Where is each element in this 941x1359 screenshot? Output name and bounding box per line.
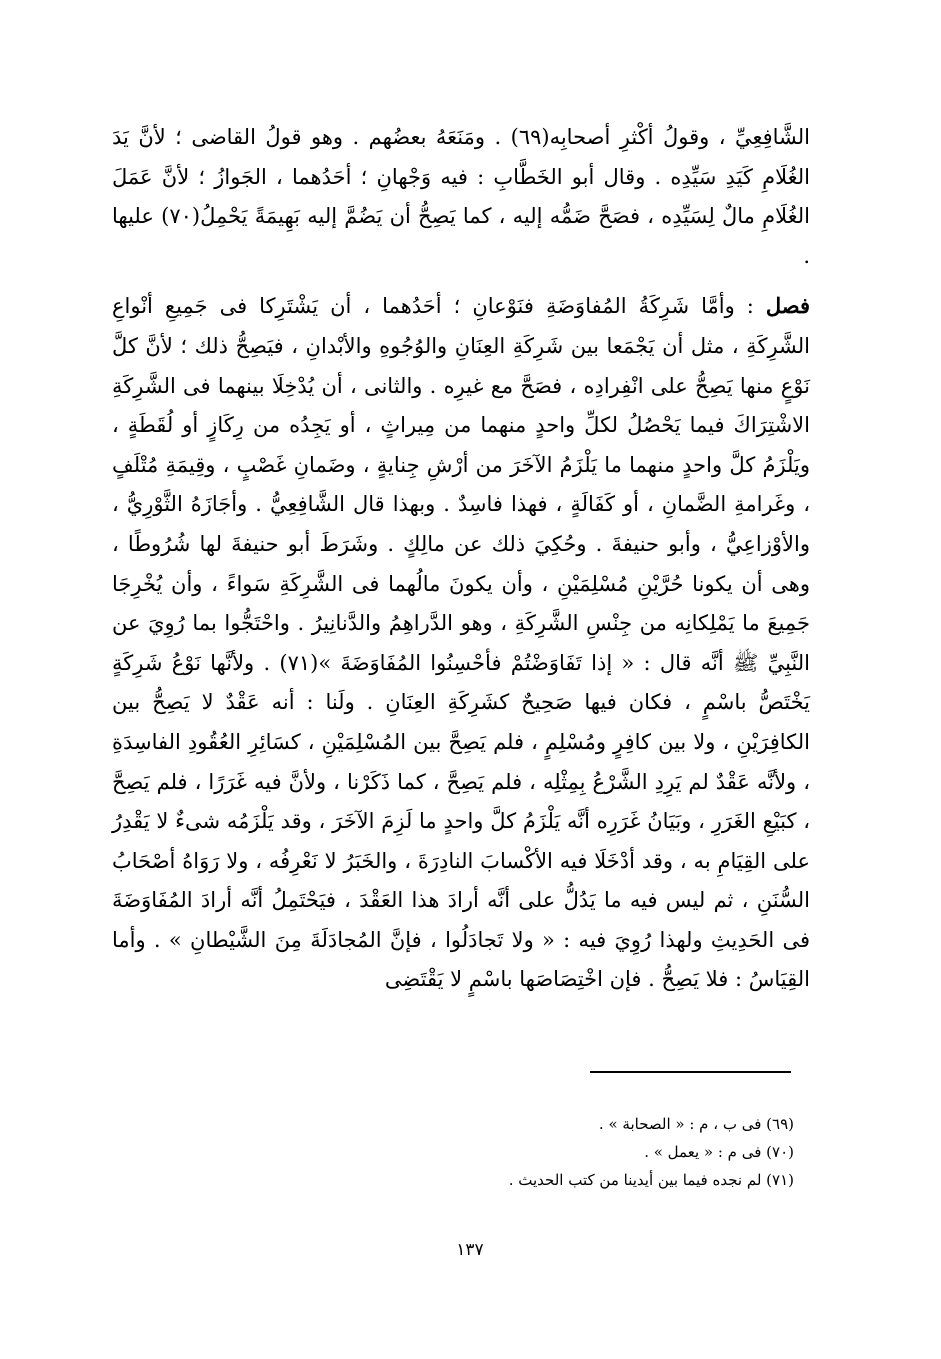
paragraph-continuation (112, 118, 810, 276)
footnote-separator (590, 1071, 791, 1073)
footnotes (400, 1110, 794, 1194)
section-heading-word: فصل (765, 293, 810, 319)
paragraph-fasl (112, 286, 810, 1000)
paragraph-text: الشَّافِعِيِّ ، وقولُ أكْثرِ أصحابِه(٦٩) . ومَنَعَهُ بعضُهم . وهو قولُ القاضى ؛ لأنَّ يَدَ الغُلَامِ كَيَدِ سَيِّدِه . وقال أبو الخَطَّابِ : فيه وَجْهانِ ؛ أحَدُهما ، الجَوازُ ؛ لأنَّ عَمَلَ الغُلَامِ مالٌ لِسَيِّدِه ، فصَحَّ ضَمُّه إليه ، كما يَصِحُّ أن يَضُمَّ إليه بَهِيمَةً يَحْمِلُ(٧٠) عليها . (112, 125, 810, 268)
footnote-69: (٦٩) فى ب ، م : « الصحابة » . (598, 1115, 794, 1133)
page-number: ١٣٧ (456, 1240, 484, 1260)
footnote-71: (٧١) لم نجده فيما بين أيدينا من كتب الحديث . (508, 1171, 794, 1189)
main-text (112, 118, 810, 1000)
paragraph-text: : وأمَّا شَرِكَةُ المُفاوَضَةِ فنَوْعانِ ؛ أحَدُهما ، أن يَشْتَرِكا فى جَمِيعِ أنْواعِ الشَّرِكَةِ ، مثل أن يَجْمَعا بين شَرِكَةِ العِنَانِ والوُجُوهِ والأبْدانِ ، فيَصِحُّ ذلك ؛ لأنَّ كلَّ نَوْعٍ منها يَصِحُّ على انْفِرادِه ، فصَحَّ مع غيرِه . والثانى ، أن يُدْخِلَا بينهما فى الشَّرِكَةِ الاشْتِرَاكَ فيما يَحْصُلُ لكلِّ واحدٍ منهما من مِيراثٍ ، أو يَجِدُه من رِكَازٍ أو لُقَطَةٍ ، ويَلْزَمُ كلَّ واحدٍ منهما ما يَلْزَمُ الآخَرَ من أرْشِ جِنايةٍ ، وضَمانِ غَصْبٍ ، وقِيمَةِ مُتْلَفٍ ، وغَرامةِ الضَّمانِ ، أو كَفَالَةٍ ، فهذا فاسِدٌ . وبهذا قال الشَّافِعِيُّ . وأجَازَهُ الثَّوْرِيُّ ، والأوْزاعِيُّ ، وأبو حنيفةَ . وحُكِيَ ذلك عن مالِكٍ . وشَرَطَ أبو حنيفةَ لها شُرُوطًا ، وهى أن يكونا حُرَّيْنِ مُسْلِمَيْنِ ، وأن يكونَ مالُهما فى الشَّرِكَةِ سَواءً ، وأن يُخْرِجَا جَمِيعَ ما يَمْلِكانِه من جِنْسِ الشَّرِكَةِ ، وهو الدَّراهِمُ والدَّنانِيرُ . واحْتَجُّوا بما رُوِيَ عن النَّبِيِّ ﷺ أنَّه قال : « إذا تَفَاوَضْتُمْ فأحْسِنُوا المُفَاوَضَةَ »(٧١) . ولأنَّها نَوْعُ شَرِكَةٍ يَخْتَصُّ باسْمٍ ، فكان فيها صَحِيحٌ كشَرِكَةِ العِنَانِ . ولَنا : أنه عَقْدٌ لا يَصِحُّ بين الكافِرَيْنِ ، ولا بين كافِرٍ ومُسْلِمٍ ، فلم يَصِحَّ بين المُسْلِمَيْنِ ، كسَائِرِ العُقُودِ الفاسِدَةِ ، ولأنَّه عَقْدٌ لم يَرِدِ الشَّرْعُ بِمِثْلِه ، فلم يَصِحَّ ، كما ذَكَرْنا ، ولأنَّ فيه غَرَرًا ، فلم يَصِحَّ ، كبَيْعِ الغَرَرِ ، وبَيَانُ غَرَرِه أنَّه يَلْزَمُ كلَّ واحدٍ ما لَزِمَ الآخَرَ ، وقد يَلْزَمُه شىءٌ لا يَقْدِرُ على القِيَامِ به ، وقد أدْخَلَا فيه الأكْسابَ النادِرَةَ ، والخَبَرُ لا نَعْرِفُه ، ولا رَوَاهُ أصْحَابُ السُّنَنِ ، ثم ليس فيه ما يَدُلُّ على أنَّه أرادَ هذا العَقْدَ ، فيَحْتَمِلُ أنَّه أرادَ المُفَاوَضَةَ فى الحَدِيثِ ولهذا رُوِيَ فيه : « ولا تَجادَلُوا ، فإنَّ المُجادَلَةَ مِنَ الشَّيْطانِ » . وأما القِيَاسُ : فلا يَصِحُّ . فإن اخْتِصَاصَها باسْمٍ لا يَقْتَضِى (112, 294, 810, 992)
footnote-70: (٧٠) فى م : « يعمل » . (644, 1143, 794, 1161)
